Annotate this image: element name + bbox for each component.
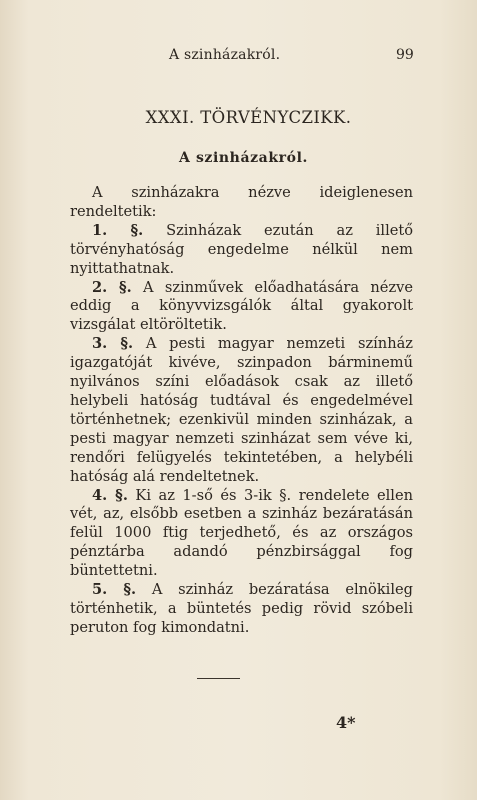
section-5-number: 5. §. bbox=[92, 581, 137, 599]
printer-signature-mark: 4* bbox=[336, 713, 356, 732]
section-3-text: A pesti magyar nemzeti színház igazgatóját kivéve, szinpadon bárminemű nyilvános színi előadások csak az illető helybeli hatóság tudtával és engedelmével történhetnek; ezenkivül minden szinházak, a pesti magyar nemzeti szinházat sem véve ki, rendőri felügyelés tekintetében, a helybéli hatóság alá rendeltetnek. bbox=[70, 335, 413, 485]
section-4-text: Ki az 1-ső és 3-ik §. rendelete ellen vét, az, elsőbb esetben a szinház bezáratásán felül 1000 ftig terjedhető, és az országos pénztárba adandó pénzbirsággal fog büntettetni. bbox=[70, 486, 414, 580]
section-2-number: 2. §. bbox=[92, 278, 132, 296]
section-1-text: Szinházak ezután az illető törvényhatóság engedelme nélkül nem nyittathatnak. bbox=[70, 221, 414, 277]
section-1-paragraph bbox=[70, 222, 413, 279]
section-4-number: 4. §. bbox=[92, 486, 128, 504]
section-5-paragraph bbox=[70, 581, 413, 638]
end-rule-divider bbox=[197, 678, 240, 679]
article-body bbox=[70, 184, 413, 638]
section-2-paragraph bbox=[70, 279, 413, 336]
section-4-paragraph bbox=[70, 487, 413, 582]
article-heading: XXXI. TÖRVÉNYCZIKK. bbox=[145, 108, 352, 127]
running-title: A szinházakról. bbox=[169, 47, 281, 63]
section-2-text: A szinművek előadhatására nézve eddig a könyvvizsgálók által gyakorolt vizsgálat eltöröltetik. bbox=[70, 278, 414, 334]
section-5-text: A szinház bezáratása elnökileg történhetik, a büntetés pedig rövid szóbeli peruton fog kimondatni. bbox=[70, 581, 413, 636]
article-subheading: A szinházakról. bbox=[179, 150, 308, 166]
page-number: 99 bbox=[396, 47, 414, 63]
section-1-number: 1. §. bbox=[92, 221, 144, 239]
section-3-paragraph bbox=[70, 335, 413, 486]
intro-paragraph: A szinházakra nézve ideiglenesen rendeltetik: bbox=[70, 184, 413, 220]
section-3-number: 3. §. bbox=[92, 335, 134, 353]
running-header bbox=[0, 47, 477, 67]
